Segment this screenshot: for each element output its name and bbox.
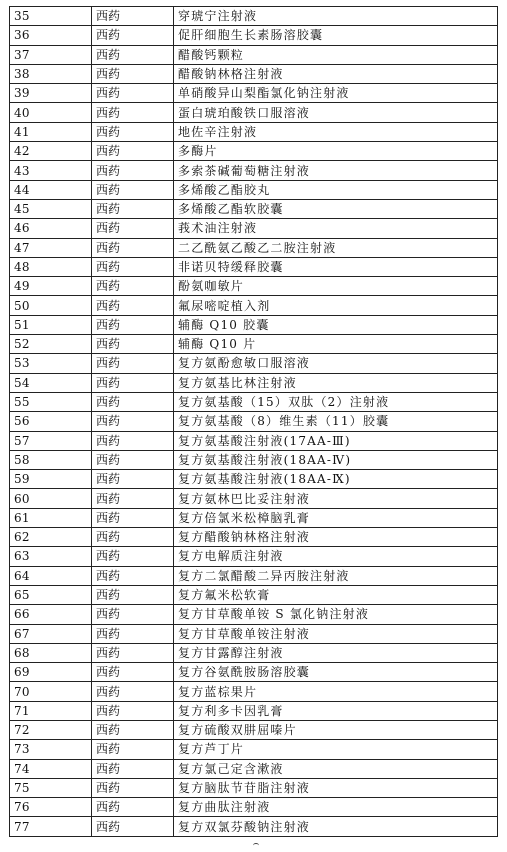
row-number-cell: 76 [10, 798, 92, 817]
category-cell: 西药 [92, 508, 174, 527]
table-row [10, 720, 498, 739]
table-row [10, 277, 498, 296]
drug-name-cell: 复方谷氨酰胺肠溶胶囊 [174, 663, 498, 682]
row-number-cell: 77 [10, 817, 92, 836]
row-number-cell: 69 [10, 663, 92, 682]
category-cell: 西药 [92, 354, 174, 373]
drug-name-cell: 复方氨基酸（8）维生素（11）胶囊 [174, 412, 498, 431]
table-row [10, 489, 498, 508]
row-number-cell: 51 [10, 315, 92, 334]
category-cell: 西药 [92, 142, 174, 161]
category-cell: 西药 [92, 238, 174, 257]
drug-name-cell: 非诺贝特缓释胶囊 [174, 257, 498, 276]
category-cell: 西药 [92, 392, 174, 411]
drug-name-cell: 复方电解质注射液 [174, 547, 498, 566]
category-cell: 西药 [92, 26, 174, 45]
table-row [10, 701, 498, 720]
row-number-cell: 54 [10, 373, 92, 392]
row-number-cell: 59 [10, 470, 92, 489]
table-row [10, 798, 498, 817]
category-cell: 西药 [92, 431, 174, 450]
table-row [10, 103, 498, 122]
category-cell: 西药 [92, 315, 174, 334]
drug-name-cell: 二乙酰氨乙酸乙二胺注射液 [174, 238, 498, 257]
category-cell: 西药 [92, 759, 174, 778]
row-number-cell: 67 [10, 624, 92, 643]
category-cell: 西药 [92, 817, 174, 836]
drug-name-cell: 复方倍氯米松樟脑乳膏 [174, 508, 498, 527]
category-cell: 西药 [92, 257, 174, 276]
table-row [10, 412, 498, 431]
row-number-cell: 46 [10, 219, 92, 238]
drug-list-table [9, 6, 498, 837]
row-number-cell: 55 [10, 392, 92, 411]
category-cell: 西药 [92, 778, 174, 797]
row-number-cell: 60 [10, 489, 92, 508]
drug-name-cell: 穿琥宁注射液 [174, 7, 498, 26]
table-row [10, 335, 498, 354]
drug-name-cell: 复方醋酸钠林格注射液 [174, 528, 498, 547]
drug-name-cell: 辅酶 Q10 片 [174, 335, 498, 354]
table-row [10, 199, 498, 218]
row-number-cell: 61 [10, 508, 92, 527]
category-cell: 西药 [92, 605, 174, 624]
category-cell: 西药 [92, 566, 174, 585]
drug-name-cell: 复方氨林巴比妥注射液 [174, 489, 498, 508]
drug-name-cell: 单硝酸异山梨酯氯化钠注射液 [174, 84, 498, 103]
category-cell: 西药 [92, 45, 174, 64]
row-number-cell: 74 [10, 759, 92, 778]
drug-name-cell: 复方氯己定含漱液 [174, 759, 498, 778]
drug-name-cell: 醋酸钠林格注射液 [174, 64, 498, 83]
category-cell: 西药 [92, 373, 174, 392]
table-row [10, 682, 498, 701]
table-row [10, 257, 498, 276]
category-cell: 西药 [92, 219, 174, 238]
row-number-cell: 45 [10, 199, 92, 218]
table-row [10, 778, 498, 797]
drug-name-cell: 复方芦丁片 [174, 740, 498, 759]
category-cell: 西药 [92, 528, 174, 547]
category-cell: 西药 [92, 450, 174, 469]
drug-name-cell: 酚氨咖敏片 [174, 277, 498, 296]
table-row [10, 585, 498, 604]
table-row [10, 219, 498, 238]
row-number-cell: 66 [10, 605, 92, 624]
drug-name-cell: 复方氟米松软膏 [174, 585, 498, 604]
row-number-cell: 50 [10, 296, 92, 315]
row-number-cell: 64 [10, 566, 92, 585]
table-row [10, 431, 498, 450]
row-number-cell: 40 [10, 103, 92, 122]
category-cell: 西药 [92, 682, 174, 701]
table-row [10, 296, 498, 315]
category-cell: 西药 [92, 335, 174, 354]
table-row [10, 64, 498, 83]
category-cell: 西药 [92, 296, 174, 315]
drug-name-cell: 促肝细胞生长素肠溶胶囊 [174, 26, 498, 45]
drug-name-cell: 复方双氯芬酸钠注射液 [174, 817, 498, 836]
row-number-cell: 57 [10, 431, 92, 450]
category-cell: 西药 [92, 489, 174, 508]
category-cell: 西药 [92, 798, 174, 817]
table-row [10, 373, 498, 392]
table-row [10, 470, 498, 489]
category-cell: 西药 [92, 470, 174, 489]
drug-name-cell: 复方甘草酸单铵 S 氯化钠注射液 [174, 605, 498, 624]
row-number-cell: 70 [10, 682, 92, 701]
table-row [10, 566, 498, 585]
category-cell: 西药 [92, 701, 174, 720]
drug-name-cell: 复方二氯醋酸二异丙胺注射液 [174, 566, 498, 585]
category-cell: 西药 [92, 624, 174, 643]
drug-name-cell: 复方氨基比林注射液 [174, 373, 498, 392]
row-number-cell: 52 [10, 335, 92, 354]
row-number-cell: 58 [10, 450, 92, 469]
table-row [10, 624, 498, 643]
drug-name-cell: 辅酶 Q10 胶囊 [174, 315, 498, 334]
drug-name-cell: 复方氨基酸注射液(18AA-Ⅸ) [174, 470, 498, 489]
drug-name-cell: 复方蓝棕果片 [174, 682, 498, 701]
table-row [10, 122, 498, 141]
row-number-cell: 65 [10, 585, 92, 604]
table-row [10, 643, 498, 662]
page-number-mark [253, 843, 259, 848]
table-row [10, 161, 498, 180]
table-row [10, 354, 498, 373]
table-row [10, 84, 498, 103]
table-row [10, 547, 498, 566]
drug-name-cell: 复方氨酚愈敏口服溶液 [174, 354, 498, 373]
table-row [10, 26, 498, 45]
drug-name-cell: 蛋白琥珀酸铁口服溶液 [174, 103, 498, 122]
table-row [10, 605, 498, 624]
table-row [10, 180, 498, 199]
row-number-cell: 49 [10, 277, 92, 296]
table-row [10, 508, 498, 527]
row-number-cell: 36 [10, 26, 92, 45]
row-number-cell: 62 [10, 528, 92, 547]
category-cell: 西药 [92, 663, 174, 682]
row-number-cell: 43 [10, 161, 92, 180]
row-number-cell: 38 [10, 64, 92, 83]
category-cell: 西药 [92, 547, 174, 566]
row-number-cell: 53 [10, 354, 92, 373]
row-number-cell: 39 [10, 84, 92, 103]
table-row [10, 740, 498, 759]
drug-name-cell: 复方利多卡因乳膏 [174, 701, 498, 720]
row-number-cell: 75 [10, 778, 92, 797]
drug-name-cell: 地佐辛注射液 [174, 122, 498, 141]
table-row [10, 450, 498, 469]
row-number-cell: 71 [10, 701, 92, 720]
table-row [10, 528, 498, 547]
row-number-cell: 63 [10, 547, 92, 566]
drug-name-cell: 复方硫酸双肼屈嗪片 [174, 720, 498, 739]
drug-name-cell: 多索茶碱葡萄糖注射液 [174, 161, 498, 180]
drug-list-body [10, 7, 498, 837]
row-number-cell: 42 [10, 142, 92, 161]
category-cell: 西药 [92, 64, 174, 83]
row-number-cell: 68 [10, 643, 92, 662]
category-cell: 西药 [92, 180, 174, 199]
table-row [10, 759, 498, 778]
row-number-cell: 48 [10, 257, 92, 276]
category-cell: 西药 [92, 103, 174, 122]
category-cell: 西药 [92, 7, 174, 26]
drug-name-cell: 氟尿嘧啶植入剂 [174, 296, 498, 315]
drug-name-cell: 复方曲肽注射液 [174, 798, 498, 817]
drug-name-cell: 多烯酸乙酯胶丸 [174, 180, 498, 199]
row-number-cell: 72 [10, 720, 92, 739]
row-number-cell: 47 [10, 238, 92, 257]
category-cell: 西药 [92, 84, 174, 103]
drug-name-cell: 复方甘露醇注射液 [174, 643, 498, 662]
category-cell: 西药 [92, 277, 174, 296]
table-row [10, 315, 498, 334]
table-row [10, 7, 498, 26]
row-number-cell: 35 [10, 7, 92, 26]
row-number-cell: 41 [10, 122, 92, 141]
table-row [10, 45, 498, 64]
drug-name-cell: 复方氨基酸（15）双肽（2）注射液 [174, 392, 498, 411]
category-cell: 西药 [92, 740, 174, 759]
table-row [10, 392, 498, 411]
drug-name-cell: 复方氨基酸注射液(17AA-Ⅲ) [174, 431, 498, 450]
table-row [10, 142, 498, 161]
drug-name-cell: 复方甘草酸单铵注射液 [174, 624, 498, 643]
drug-name-cell: 复方氨基酸注射液(18AA-Ⅳ) [174, 450, 498, 469]
category-cell: 西药 [92, 412, 174, 431]
row-number-cell: 73 [10, 740, 92, 759]
category-cell: 西药 [92, 720, 174, 739]
category-cell: 西药 [92, 585, 174, 604]
table-row [10, 238, 498, 257]
category-cell: 西药 [92, 199, 174, 218]
category-cell: 西药 [92, 122, 174, 141]
row-number-cell: 56 [10, 412, 92, 431]
row-number-cell: 44 [10, 180, 92, 199]
drug-name-cell: 多酶片 [174, 142, 498, 161]
category-cell: 西药 [92, 161, 174, 180]
drug-name-cell: 醋酸钙颗粒 [174, 45, 498, 64]
table-row [10, 663, 498, 682]
table-row [10, 817, 498, 836]
drug-name-cell: 复方脑肽节苷脂注射液 [174, 778, 498, 797]
drug-name-cell: 莪术油注射液 [174, 219, 498, 238]
drug-name-cell: 多烯酸乙酯软胶囊 [174, 199, 498, 218]
category-cell: 西药 [92, 643, 174, 662]
row-number-cell: 37 [10, 45, 92, 64]
